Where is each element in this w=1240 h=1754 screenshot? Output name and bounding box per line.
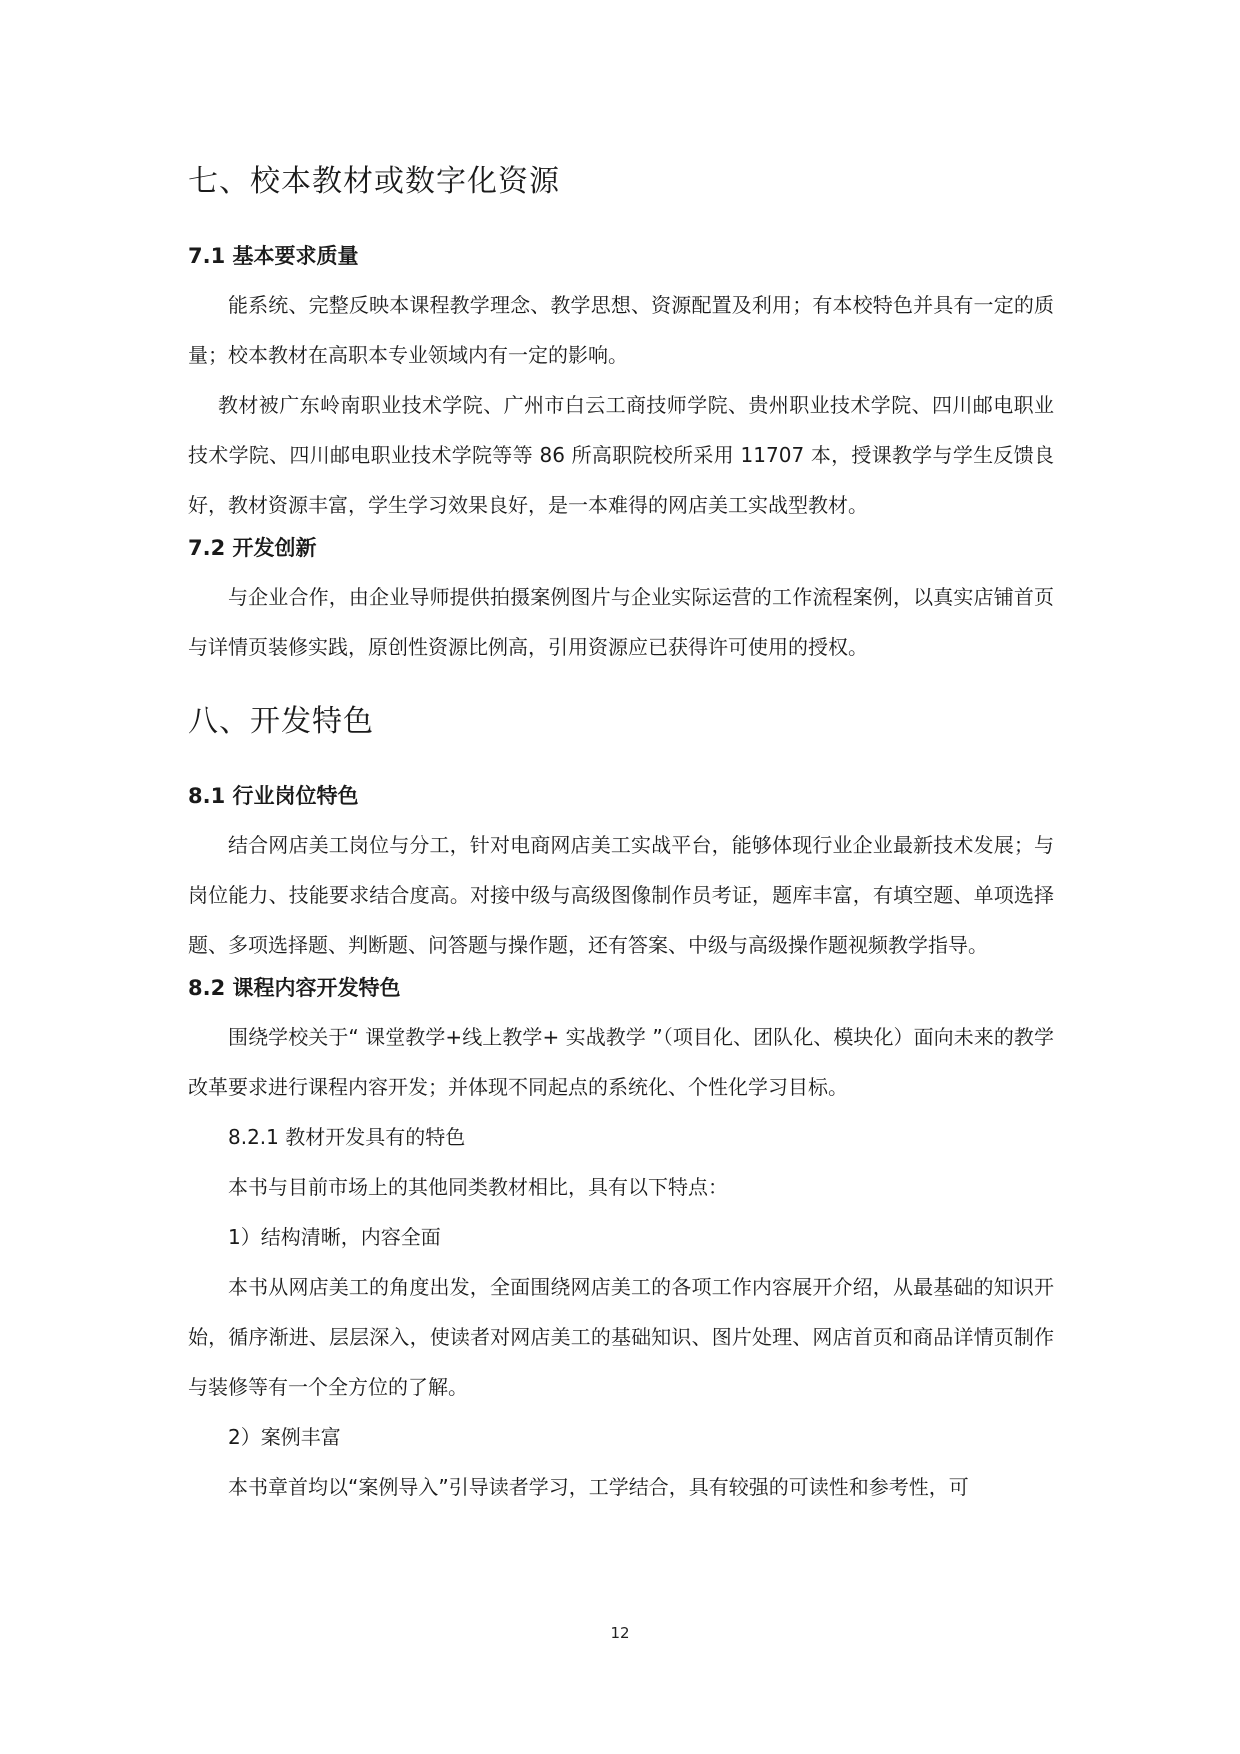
section-8-1-heading: 8.1 行业岗位特色 <box>188 784 359 808</box>
page-content <box>188 150 1054 1512</box>
point-2-title: 2）案例丰富 <box>228 1425 341 1449</box>
section-7-1-paragraph-2: 教材被广东岭南职业技术学院、广州市白云工商技师学院、贵州职业技术学院、四川邮电职业技术学院、四川邮电职业技术学院等等 86 所高职院校所采用 11707 本，授课教学与学生反馈良好，教材资源丰富，学生学习效果良好，是一本难得的网店美工实战型教材。 <box>188 393 1054 517</box>
section-8-1-paragraph-1: 结合网店美工岗位与分工，针对电商网店美工实战平台，能够体现行业企业最新技术发展；与岗位能力、技能要求结合度高。对接中级与高级图像制作员考证，题库丰富，有填空题、单项选择题、多项选择题、判断题、问答题与操作题，还有答案、中级与高级操作题视频教学指导。 <box>188 833 1054 957</box>
section-7-title: 七、校本教材或数字化资源 <box>188 164 560 199</box>
section-7-1-paragraph-1: 能系统、完整反映本课程教学理念、教学思想、资源配置及利用；有本校特色并具有一定的质量；校本教材在高职本专业领域内有一定的影响。 <box>188 293 1054 367</box>
section-8-title: 八、开发特色 <box>188 704 374 739</box>
section-8-2-heading: 8.2 课程内容开发特色 <box>188 976 401 1000</box>
section-8-2-paragraph-1: 围绕学校关于“ 课堂教学+线上教学+ 实战教学 ”（项目化、团队化、模块化）面向未来的教学改革要求进行课程内容开发；并体现不同起点的系统化、个性化学习目标。 <box>188 1025 1054 1099</box>
section-7-2-paragraph-1: 与企业合作，由企业导师提供拍摄案例图片与企业实际运营的工作流程案例，以真实店铺首页与详情页装修实践，原创性资源比例高，引用资源应已获得许可使用的授权。 <box>188 585 1054 659</box>
point-1-title: 1）结构清晰，内容全面 <box>228 1225 441 1249</box>
section-7-1-heading: 7.1 基本要求质量 <box>188 244 359 268</box>
section-7-2-heading: 7.2 开发创新 <box>188 536 317 560</box>
point-1-text: 本书从网店美工的角度出发，全面围绕网店美工的各项工作内容展开介绍，从最基础的知识开始，循序渐进、层层深入，使读者对网店美工的基础知识、图片处理、网店首页和商品详情页制作与装修等有一个全方位的了解。 <box>188 1275 1054 1399</box>
section-8-2-intro: 本书与目前市场上的其他同类教材相比，具有以下特点： <box>228 1175 728 1199</box>
section-8-2-1-subheading: 8.2.1 教材开发具有的特色 <box>228 1125 466 1149</box>
page-number: 12 <box>610 1624 630 1642</box>
point-2-text: 本书章首均以“案例导入”引导读者学习，工学结合，具有较强的可读性和参考性，可 <box>228 1475 969 1499</box>
